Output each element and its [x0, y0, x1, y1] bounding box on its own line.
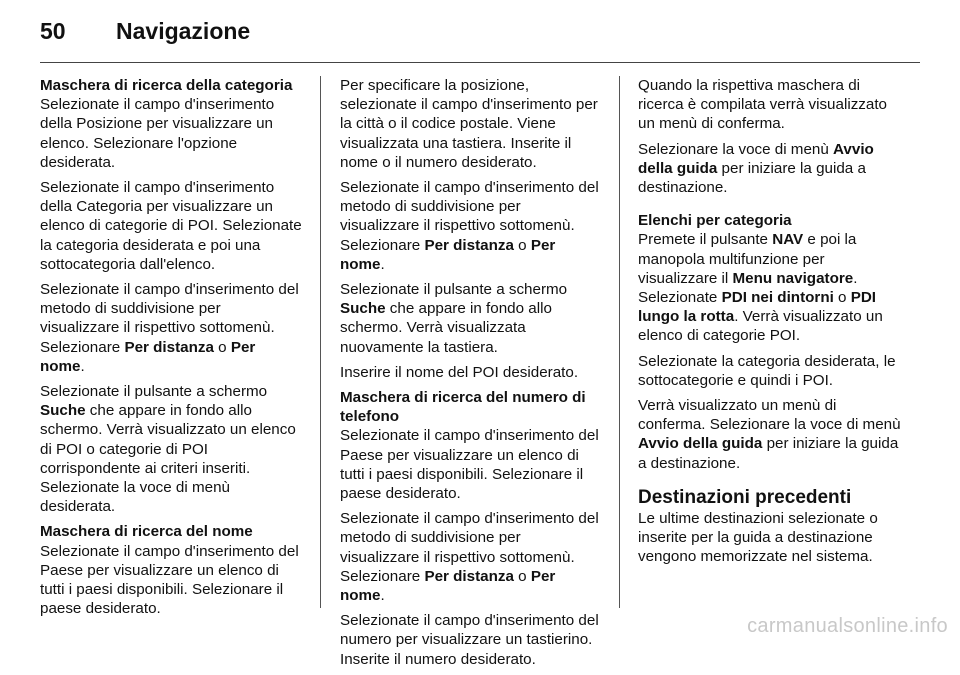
- paragraph: Selezionate il campo d'inserimento del metodo di suddivisione per visualizzare il rispettivo sottomenù. Selezionare Per distanza o Per nome.: [40, 281, 299, 375]
- column-right: [638, 76, 908, 572]
- paragraph: Selezionate il campo d'inserimento del metodo di suddivisione per visualizzare il rispettivo sottomenù. Selezionare Per distanza o Per nome.: [340, 179, 599, 273]
- paragraph: Selezionare la voce di menù Avvio della guida per iniziare la guida a destinazione.: [638, 140, 874, 197]
- paragraph: Per specificare la posizione, selezionate il campo d'inserimento per la città o il codice postale. Viene visualizzata una tastiera. Inserite il nome o il numero desiderato.: [340, 77, 598, 171]
- paragraph: Premete il pulsante NAV e poi la manopola multifunzione per visualizzare il Menu navigatore. Selezionate PDI nei dintorni o PDI lungo la rotta. Verrà visualizzato un elenco di categorie POI.: [638, 231, 883, 345]
- page-number: 50: [40, 18, 66, 44]
- paragraph: Verrà visualizzato un menù di conferma. Selezionare la voce di menù Avvio della guida per iniziare la guida a destinazione.: [638, 397, 901, 472]
- paragraph: Selezionate il campo d'inserimento del Paese per visualizzare un elenco di tutti i paesi disponibili. Selezionare il paese desiderato.: [340, 427, 599, 503]
- column-middle: [340, 76, 604, 675]
- paragraph: Selezionate il pulsante a schermo Suche che appare in fondo allo schermo. Verrà visualizzata nuovamente la tastiera.: [340, 281, 568, 356]
- header-divider: [40, 62, 920, 63]
- paragraph: Inserire il nome del POI desiderato.: [340, 363, 579, 381]
- paragraph: Selezionate il campo d'inserimento della Posizione per visualizzare un elenco. Selezionare l'opzione desiderata.: [40, 96, 275, 171]
- section-heading-name-search: Maschera di ricerca del nome: [40, 523, 253, 541]
- column-divider: [619, 76, 620, 608]
- paragraph: Selezionate il campo d'inserimento del metodo di suddivisione per visualizzare il rispettivo sottomenù. Selezionare Per distanza o Per nome.: [340, 510, 599, 605]
- paragraph: Le ultime destinazioni selezionate o inserite per la guida a destinazione vengono memorizzate nel sistema.: [638, 509, 878, 566]
- section-heading-category-lists: Elenchi per categoria: [638, 212, 792, 230]
- paragraph: Selezionate il pulsante a schermo Suche che appare in fondo allo schermo. Verrà visualizzato un elenco di POI o categorie di POI corrispondente ai criteri inseriti. Selezionate la voce di menù desiderata.: [40, 383, 296, 516]
- section-heading-phone-search: Maschera di ricerca del numero di telefono: [340, 389, 586, 426]
- paragraph: Selezionate il campo d'inserimento della Categoria per visualizzare un elenco di categorie di POI. Selezionate la categoria desiderata e poi una sottocategoria dall'elenco.: [40, 179, 302, 273]
- page-header: [40, 18, 920, 58]
- paragraph: Selezionate il campo d'inserimento del numero per visualizzare un tastierino. Inserite il numero desiderato.: [340, 612, 599, 668]
- section-heading-category-search: Maschera di ricerca della categoria: [40, 77, 293, 94]
- watermark: carmanualsonline.info: [747, 615, 948, 637]
- column-divider: [320, 76, 321, 608]
- paragraph: Selezionate la categoria desiderata, le sottocategorie e quindi i POI.: [638, 352, 896, 389]
- page-title: Navigazione: [116, 18, 251, 44]
- paragraph: Selezionate il campo d'inserimento del Paese per visualizzare un elenco di tutti i paesi disponibili. Selezionare il paese desiderato.: [40, 542, 299, 618]
- section-heading-previous-destinations: Destinazioni precedenti: [638, 486, 852, 508]
- paragraph: Quando la rispettiva maschera di ricerca è compilata verrà visualizzato un menù di conferma.: [638, 77, 887, 133]
- column-left: [40, 76, 304, 624]
